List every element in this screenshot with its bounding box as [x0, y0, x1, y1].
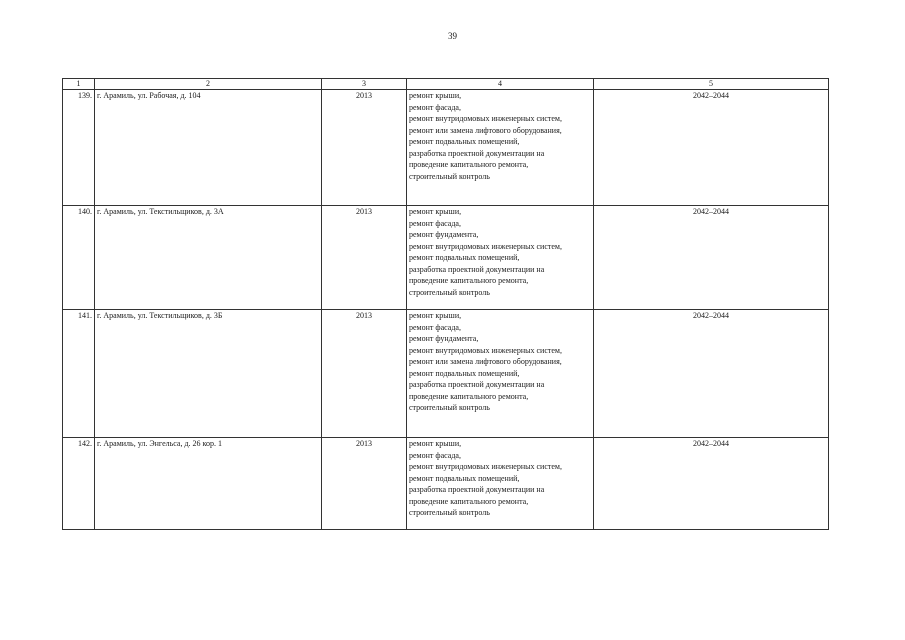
repair-work-item: ремонт внутридомовых инженерных систем,: [409, 241, 562, 251]
repair-work-item: ремонт фасада,: [409, 322, 461, 332]
row-number: 141.: [63, 310, 95, 438]
repair-work-item: разработка проектной документации на: [409, 264, 545, 274]
page-number: 39: [448, 31, 457, 41]
repair-work-item: ремонт фасада,: [409, 450, 461, 460]
repair-work-item: ремонт подвальных помещений,: [409, 473, 520, 483]
building-address: г. Арамиль, ул. Текстильщиков, д. 3Б: [95, 310, 322, 438]
column-header-3: 3: [322, 79, 407, 90]
repair-work-item: ремонт внутридомовых инженерных систем,: [409, 345, 562, 355]
repair-work-item: ремонт крыши,: [409, 311, 462, 320]
repair-work-item: разработка проектной документации на: [409, 148, 545, 158]
repair-work-item: ремонт фундамента,: [409, 230, 479, 239]
column-header-4: 4: [407, 79, 594, 90]
building-address: г. Арамиль, ул. Рабочая, д. 104: [95, 90, 322, 206]
row-number: 139.: [63, 90, 95, 206]
survey-year: 2013: [322, 310, 407, 438]
repair-work-item: ремонт крыши,: [409, 439, 462, 448]
row-number: 140.: [63, 206, 95, 310]
repair-works-list: [407, 90, 594, 206]
table-row: [63, 90, 829, 206]
survey-year: 2013: [322, 438, 407, 530]
repair-work-item: ремонт или замена лифтового оборудования,: [409, 125, 562, 135]
capital-repair-table: [62, 78, 829, 530]
repair-work-item: ремонт подвальных помещений,: [409, 253, 520, 262]
repair-work-item: ремонт фасада,: [409, 218, 461, 228]
repair-work-item: ремонт крыши,: [409, 91, 462, 100]
repair-work-item: проведение капитального ремонта,: [409, 276, 529, 285]
repair-work-item: ремонт внутридомовых инженерных систем,: [409, 114, 562, 123]
building-address: г. Арамиль, ул. Текстильщиков, д. 3А: [95, 206, 322, 310]
repair-works-list: [407, 438, 594, 530]
building-address: г. Арамиль, ул. Энгельса, д. 26 кор. 1: [95, 438, 322, 530]
repair-work-item: проведение капитального ремонта,: [409, 496, 529, 506]
repair-work-item: строительный контроль: [409, 403, 490, 412]
survey-year: 2013: [322, 206, 407, 310]
repair-work-item: ремонт подвальных помещений,: [409, 137, 520, 146]
repair-works-list: [407, 310, 594, 438]
repair-work-item: разработка проектной документации на: [409, 485, 545, 494]
survey-year: 2013: [322, 90, 407, 206]
repair-work-item: строительный контроль: [409, 508, 490, 517]
repair-work-item: ремонт или замена лифтового оборудования,: [409, 357, 562, 366]
repair-work-item: проведение капитального ремонта,: [409, 391, 529, 401]
table-row: [63, 438, 829, 530]
column-header-5: 5: [594, 79, 829, 90]
repair-period: 2042–2044: [594, 310, 829, 438]
repair-work-item: строительный контроль: [409, 287, 490, 297]
table-row: [63, 310, 829, 438]
repair-work-item: проведение капитального ремонта,: [409, 160, 529, 169]
header-row: [63, 79, 829, 90]
repair-work-item: разработка проектной документации на: [409, 380, 545, 389]
repair-work-item: ремонт фундамента,: [409, 334, 479, 343]
repair-work-item: ремонт подвальных помещений,: [409, 368, 520, 378]
row-number: 142.: [63, 438, 95, 530]
table-row: [63, 206, 829, 310]
repair-period: 2042–2044: [594, 206, 829, 310]
column-header-2: 2: [95, 79, 322, 90]
repair-period: 2042–2044: [594, 438, 829, 530]
repair-work-item: ремонт крыши,: [409, 207, 462, 216]
repair-work-item: строительный контроль: [409, 171, 490, 181]
repair-work-item: ремонт фасада,: [409, 102, 461, 112]
table-body: [63, 90, 829, 530]
column-header-1: 1: [63, 79, 95, 90]
repair-work-item: ремонт внутридомовых инженерных систем,: [409, 462, 562, 471]
repair-period: 2042–2044: [594, 90, 829, 206]
repair-works-list: [407, 206, 594, 310]
